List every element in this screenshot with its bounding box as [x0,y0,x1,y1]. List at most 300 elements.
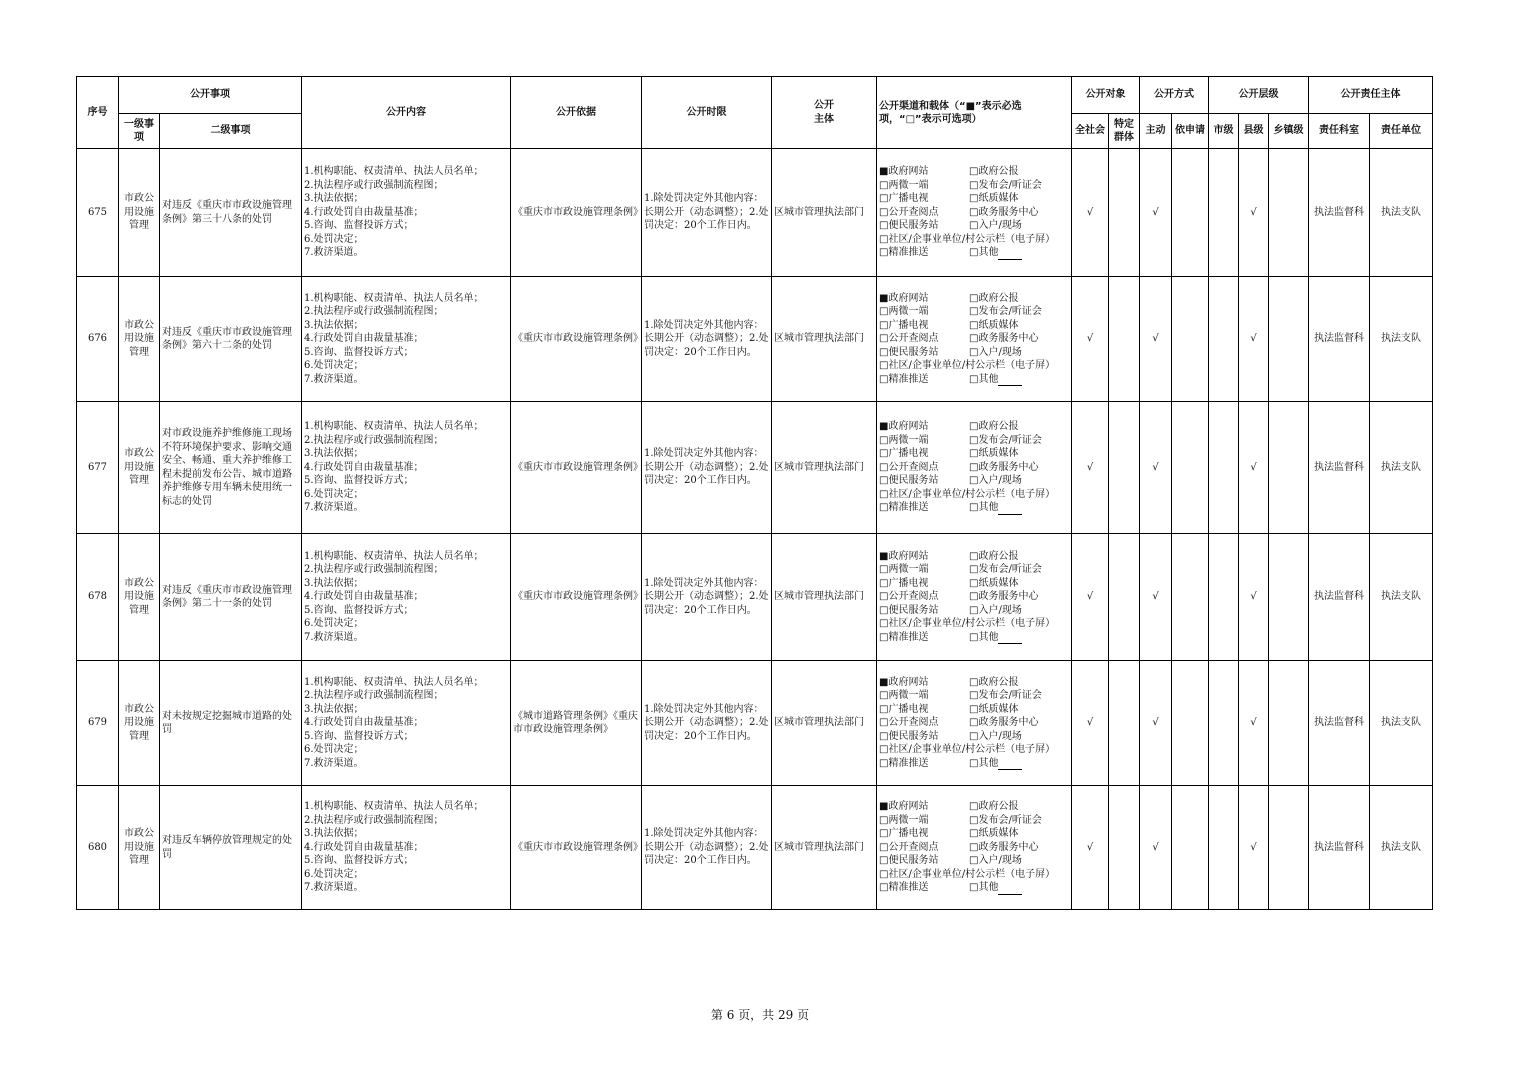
channel-option: ■政府网站 [879,801,929,813]
row-level-city [1209,402,1239,534]
channel-community: □社区/企事业单位/村公示栏（电子屏） [879,618,1056,630]
row-target-all: √ [1072,661,1109,786]
row-level1: 市政公用设施管理 [119,661,160,786]
row-subject: 区城市管理执法部门 [772,534,877,661]
channel-row [879,676,1069,690]
header-period: 公开时限 [642,77,772,149]
table-row [77,402,1433,534]
content-line: 2.执法程序或行政强制流程图； [304,306,444,318]
row-method-apply [1172,786,1209,910]
channel-option: □入户/现场 [969,855,1022,867]
row-period: 1.除处罚决定外其他内容：长期公开（动态调整）；2.处罚决定：20个工作日内。 [642,402,772,534]
channel-option: □发布会/听证会 [969,564,1042,576]
table-row [77,534,1433,661]
channel-row [879,604,1069,618]
row-level-city [1209,149,1239,277]
channel-row [879,461,1069,475]
channel-option-other [969,631,1022,645]
header-method: 公开方式 [1140,77,1209,114]
content-line: 5.咨询、监督投诉方式； [304,346,414,358]
channel-community: □社区/企事业单位/村公示栏（电子屏） [879,488,1056,500]
row-channels [877,277,1072,402]
content-line: 1.机构职能、权责清单、执法人员名单； [304,166,484,178]
content-line: 7.救济渠道。 [304,373,364,385]
content-line: 3.执法依据； [304,828,364,840]
row-method-apply [1172,661,1209,786]
channel-row [879,192,1069,206]
channel-option: □政务服务中心 [969,461,1039,473]
content-line: 1.机构职能、权责清单、执法人员名单； [304,676,484,688]
channel-row [879,434,1069,448]
channel-option: □两微一端 [879,434,929,446]
row-resp-unit: 执法支队 [1370,661,1433,786]
channel-option: □入户/现场 [969,346,1022,358]
header-level-city: 市级 [1209,114,1239,149]
channel-option: □广播电视 [879,193,929,205]
content-line: 4.行政处罚自由裁量基准； [304,461,424,473]
content-line: 7.救济渠道。 [304,757,364,769]
channel-row [879,292,1069,306]
row-channels [877,786,1072,910]
row-subject: 区城市管理执法部门 [772,402,877,534]
content-line: 5.咨询、监督投诉方式； [304,730,414,742]
row-resp-unit: 执法支队 [1370,786,1433,910]
header-seq: 序号 [77,77,119,149]
content-line: 2.执法程序或行政强制流程图； [304,179,444,191]
row-level-town [1269,534,1309,661]
channel-row [879,827,1069,841]
row-seq: 679 [77,661,119,786]
disclosure-table [76,76,1433,910]
channel-row [879,814,1069,828]
row-content [302,277,511,402]
content-line: 2.执法程序或行政强制流程图； [304,434,444,446]
header-resp-unit: 责任单位 [1370,114,1433,149]
row-subject: 区城市管理执法部门 [772,786,877,910]
header-resp-section: 责任科室 [1309,114,1370,149]
row-basis: 《重庆市市政设施管理条例》 [511,402,642,534]
row-content [302,534,511,661]
row-seq: 677 [77,402,119,534]
row-level2: 对违反《重庆市市政设施管理条例》第六十二条的处罚 [160,277,302,402]
row-level2: 对违反《重庆市市政设施管理条例》第三十八条的处罚 [160,149,302,277]
row-level-county: √ [1239,534,1269,661]
row-level2: 对市政设施养护维修施工现场不符环境保护要求、影响交通安全、畅通、重大养护维修工程未提前发布公告、城市道路养护维修专用车辆未使用统一标志的处罚 [160,402,302,534]
content-line: 1.机构职能、权责清单、执法人员名单； [304,421,484,433]
row-level2: 对未按规定挖掘城市道路的处罚 [160,661,302,786]
row-target-all: √ [1072,786,1109,910]
channel-option-other [969,373,1022,387]
channel-option: □入户/现场 [969,220,1022,232]
channel-option: □广播电视 [879,577,929,589]
header-level-county: 县级 [1239,114,1269,149]
channel-option: □入户/现场 [969,730,1022,742]
row-period: 1.除处罚决定外其他内容：长期公开（动态调整）；2.处罚决定：20个工作日内。 [642,277,772,402]
content-line: 3.执法依据； [304,319,364,331]
content-line: 4.行政处罚自由裁量基准； [304,841,424,853]
channel-row [879,563,1069,577]
row-method-apply [1172,277,1209,402]
row-channels [877,661,1072,786]
row-target-specific [1109,277,1140,402]
channel-row [879,881,1069,895]
channel-row [879,206,1069,220]
content-line: 6.处罚决定； [304,233,364,245]
channel-option: □精准推送 [879,757,929,769]
row-period: 1.除处罚决定外其他内容：长期公开（动态调整）；2.处罚决定：20个工作日内。 [642,661,772,786]
row-method-active: √ [1140,534,1172,661]
channel-option: □发布会/听证会 [969,434,1042,446]
row-method-active: √ [1140,661,1172,786]
row-target-specific [1109,402,1140,534]
channel-other-label: □其他 [969,631,999,643]
channel-option: □便民服务站 [879,855,939,867]
channel-option: □精准推送 [879,373,929,385]
channel-option: □便民服务站 [879,604,939,616]
channel-option: ■政府网站 [879,292,929,304]
channel-option: □便民服务站 [879,730,939,742]
channel-option: □发布会/听证会 [969,690,1042,702]
channel-option: □广播电视 [879,828,929,840]
channel-row [879,689,1069,703]
channel-option: □纸质媒体 [969,703,1019,715]
channel-option: □纸质媒体 [969,193,1019,205]
content-line: 7.救济渠道。 [304,502,364,514]
channel-row [879,373,1069,387]
content-line: 3.执法依据； [304,193,364,205]
row-seq: 675 [77,149,119,277]
row-level-town [1269,277,1309,402]
header-content: 公开内容 [302,77,511,149]
channel-option: □发布会/听证会 [969,306,1042,318]
channel-option: □入户/现场 [969,604,1022,616]
row-resp-unit: 执法支队 [1370,277,1433,402]
channel-row [879,590,1069,604]
row-level-city [1209,786,1239,910]
channel-row [879,420,1069,434]
channel-option: □公开查阅点 [879,206,939,218]
row-level-town [1269,786,1309,910]
channel-other-label: □其他 [969,502,999,514]
channel-option: ■政府网站 [879,166,929,178]
header-method-active: 主动 [1140,114,1172,149]
channel-option: □两微一端 [879,690,929,702]
channel-option: □两微一端 [879,179,929,191]
header-level1: 一级事项 [119,114,160,149]
header-level-town: 乡镇级 [1269,114,1309,149]
channel-row [879,319,1069,333]
content-line: 6.处罚决定； [304,488,364,500]
channel-option: □政府公报 [969,676,1019,688]
channel-other-label: □其他 [969,373,999,385]
channel-other-label: □其他 [969,757,999,769]
blank-underline [998,760,1022,770]
channel-option: □公开查阅点 [879,841,939,853]
row-level2: 对违反《重庆市市政设施管理条例》第二十一条的处罚 [160,534,302,661]
channel-community: □社区/企事业单位/村公示栏（电子屏） [879,868,1056,880]
content-line: 5.咨询、监督投诉方式； [304,475,414,487]
row-level-city [1209,277,1239,402]
row-target-specific [1109,149,1140,277]
row-level2: 对违反车辆停放管理规定的处罚 [160,786,302,910]
table-row [77,277,1433,402]
channel-option: □精准推送 [879,247,929,259]
channel-option: □两微一端 [879,306,929,318]
channel-option: □发布会/听证会 [969,179,1042,191]
channel-community: □社区/企事业单位/村公示栏（电子屏） [879,233,1056,245]
row-resp-unit: 执法支队 [1370,534,1433,661]
content-line: 3.执法依据； [304,577,364,589]
channel-option: □政府公报 [969,550,1019,562]
header-matter: 公开事项 [119,77,302,114]
channel-row [879,219,1069,233]
row-period: 1.除处罚决定外其他内容：长期公开（动态调整）；2.处罚决定：20个工作日内。 [642,786,772,910]
channel-row [879,179,1069,193]
channel-option: □便民服务站 [879,220,939,232]
row-level-county: √ [1239,402,1269,534]
row-method-active: √ [1140,277,1172,402]
content-line: 7.救济渠道。 [304,631,364,643]
channel-option: □政务服务中心 [969,591,1039,603]
table-row [77,661,1433,786]
row-target-specific [1109,786,1140,910]
page-footer: 第 6 页，共 29 页 [710,1008,810,1022]
content-line: 7.救济渠道。 [304,882,364,894]
content-line: 3.执法依据； [304,703,364,715]
row-period: 1.除处罚决定外其他内容：长期公开（动态调整）；2.处罚决定：20个工作日内。 [642,534,772,661]
content-line: 1.机构职能、权责清单、执法人员名单； [304,550,484,562]
content-line: 6.处罚决定； [304,360,364,372]
blank-underline [998,505,1022,515]
content-line: 4.行政处罚自由裁量基准； [304,717,424,729]
row-channels [877,402,1072,534]
channel-option: □政务服务中心 [969,333,1039,345]
content-line: 6.处罚决定； [304,618,364,630]
row-level1: 市政公用设施管理 [119,277,160,402]
row-level-county: √ [1239,786,1269,910]
blank-underline [998,376,1022,386]
row-level-county: √ [1239,149,1269,277]
row-resp-unit: 执法支队 [1370,402,1433,534]
channel-option: □精准推送 [879,882,929,894]
channel-option: □精准推送 [879,631,929,643]
channel-row [879,246,1069,260]
channel-option: □公开查阅点 [879,717,939,729]
table-row [77,149,1433,277]
row-target-all: √ [1072,534,1109,661]
content-line: 6.处罚决定； [304,868,364,880]
channel-option: □纸质媒体 [969,828,1019,840]
row-level1: 市政公用设施管理 [119,534,160,661]
row-resp-section: 执法监督科 [1309,402,1370,534]
channel-row [879,501,1069,515]
channel-option: □纸质媒体 [969,319,1019,331]
channel-option-other [969,501,1022,515]
row-level-county: √ [1239,661,1269,786]
channel-row [879,854,1069,868]
content-line: 6.处罚决定； [304,744,364,756]
row-level-town [1269,661,1309,786]
row-channels [877,149,1072,277]
channel-option: □纸质媒体 [969,448,1019,460]
row-content [302,402,511,534]
channel-option: □公开查阅点 [879,333,939,345]
channel-row [879,716,1069,730]
row-level-city [1209,661,1239,786]
content-line: 4.行政处罚自由裁量基准； [304,591,424,603]
content-line: 1.机构职能、权责清单、执法人员名单； [304,801,484,813]
channel-row [879,757,1069,771]
content-line: 4.行政处罚自由裁量基准； [304,206,424,218]
blank-underline [998,634,1022,644]
channel-option: □政务服务中心 [969,841,1039,853]
content-line: 4.行政处罚自由裁量基准； [304,333,424,345]
content-line: 2.执法程序或行政强制流程图； [304,690,444,702]
blank-underline [998,885,1022,895]
header-channel: 公开渠道和载体（“■”表示必选项，“□”表示可选项） [877,77,1072,149]
row-method-apply [1172,149,1209,277]
content-line: 2.执法程序或行政强制流程图； [304,814,444,826]
row-method-active: √ [1140,402,1172,534]
content-line: 2.执法程序或行政强制流程图； [304,564,444,576]
channel-option: □便民服务站 [879,346,939,358]
header-subject: 公开主体 [772,77,877,149]
channel-option: □广播电视 [879,703,929,715]
channel-row [879,346,1069,360]
row-level-city [1209,534,1239,661]
row-level-town [1269,149,1309,277]
row-period: 1.除处罚决定外其他内容：长期公开（动态调整）；2.处罚决定：20个工作日内。 [642,149,772,277]
row-subject: 区城市管理执法部门 [772,149,877,277]
row-level-county: √ [1239,277,1269,402]
row-level1: 市政公用设施管理 [119,402,160,534]
channel-option-other [969,881,1022,895]
row-seq: 678 [77,534,119,661]
channel-row [879,447,1069,461]
row-resp-section: 执法监督科 [1309,149,1370,277]
channel-option: ■政府网站 [879,421,929,433]
row-target-all: √ [1072,402,1109,534]
channel-row [879,703,1069,717]
header-target-specific: 特定群体 [1109,114,1140,149]
channel-option: ■政府网站 [879,550,929,562]
channel-option: ■政府网站 [879,676,929,688]
row-resp-section: 执法监督科 [1309,534,1370,661]
channel-row [879,800,1069,814]
channel-row [879,577,1069,591]
channel-other-label: □其他 [969,882,999,894]
row-level1: 市政公用设施管理 [119,786,160,910]
channel-option: □纸质媒体 [969,577,1019,589]
row-method-apply [1172,402,1209,534]
channel-option: □政务服务中心 [969,717,1039,729]
content-line: 7.救济渠道。 [304,247,364,259]
channel-option: □发布会/听证会 [969,814,1042,826]
channel-option: □两微一端 [879,564,929,576]
channel-option: □公开查阅点 [879,461,939,473]
channel-option: □政务服务中心 [969,206,1039,218]
row-method-active: √ [1140,149,1172,277]
channel-option: □精准推送 [879,502,929,514]
row-method-active: √ [1140,786,1172,910]
row-basis: 《重庆市市政设施管理条例》 [511,149,642,277]
header-basis: 公开依据 [511,77,642,149]
header-resp: 公开责任主体 [1309,77,1433,114]
channel-option: □广播电视 [879,319,929,331]
channel-option: □公开查阅点 [879,591,939,603]
channel-row [879,305,1069,319]
channel-option: □政府公报 [969,292,1019,304]
channel-option: □便民服务站 [879,475,939,487]
row-basis: 《城市道路管理条例》《重庆市市政设施管理条例》 [511,661,642,786]
row-resp-unit: 执法支队 [1370,149,1433,277]
header-level2: 二级事项 [160,114,302,149]
channel-row [879,165,1069,179]
table-body [77,149,1433,910]
row-subject: 区城市管理执法部门 [772,661,877,786]
row-level-town [1269,402,1309,534]
content-line: 1.机构职能、权责清单、执法人员名单； [304,292,484,304]
row-content [302,786,511,910]
row-level1: 市政公用设施管理 [119,149,160,277]
channel-row [879,474,1069,488]
row-content [302,661,511,786]
channel-option: □入户/现场 [969,475,1022,487]
row-seq: 680 [77,786,119,910]
header-target-all: 全社会 [1072,114,1109,149]
channel-option: □政府公报 [969,421,1019,433]
row-channels [877,534,1072,661]
channel-row [879,730,1069,744]
row-content [302,149,511,277]
channel-row [879,550,1069,564]
content-line: 3.执法依据； [304,448,364,460]
content-line: 5.咨询、监督投诉方式； [304,604,414,616]
header-method-apply: 依申请 [1172,114,1209,149]
channel-option: □两微一端 [879,814,929,826]
channel-option-other [969,246,1022,260]
row-seq: 676 [77,277,119,402]
content-line: 5.咨询、监督投诉方式； [304,220,414,232]
channel-option: □政府公报 [969,166,1019,178]
channel-option: □广播电视 [879,448,929,460]
channel-row [879,841,1069,855]
row-basis: 《重庆市市政设施管理条例》 [511,277,642,402]
row-basis: 《重庆市市政设施管理条例》 [511,786,642,910]
table-row [77,786,1433,910]
channel-community: □社区/企事业单位/村公示栏（电子屏） [879,360,1056,372]
channel-community: □社区/企事业单位/村公示栏（电子屏） [879,744,1056,756]
channel-other-label: □其他 [969,247,999,259]
row-resp-section: 执法监督科 [1309,277,1370,402]
row-basis: 《重庆市市政设施管理条例》 [511,534,642,661]
header-target: 公开对象 [1072,77,1140,114]
row-target-all: √ [1072,149,1109,277]
channel-row [879,332,1069,346]
channel-row [879,631,1069,645]
header-level: 公开层级 [1209,77,1309,114]
row-method-apply [1172,534,1209,661]
blank-underline [998,250,1022,260]
channel-option: □政府公报 [969,801,1019,813]
row-target-specific [1109,534,1140,661]
row-subject: 区城市管理执法部门 [772,277,877,402]
row-target-all: √ [1072,277,1109,402]
channel-option-other [969,757,1022,771]
row-resp-section: 执法监督科 [1309,661,1370,786]
content-line: 5.咨询、监督投诉方式； [304,855,414,867]
row-resp-section: 执法监督科 [1309,786,1370,910]
